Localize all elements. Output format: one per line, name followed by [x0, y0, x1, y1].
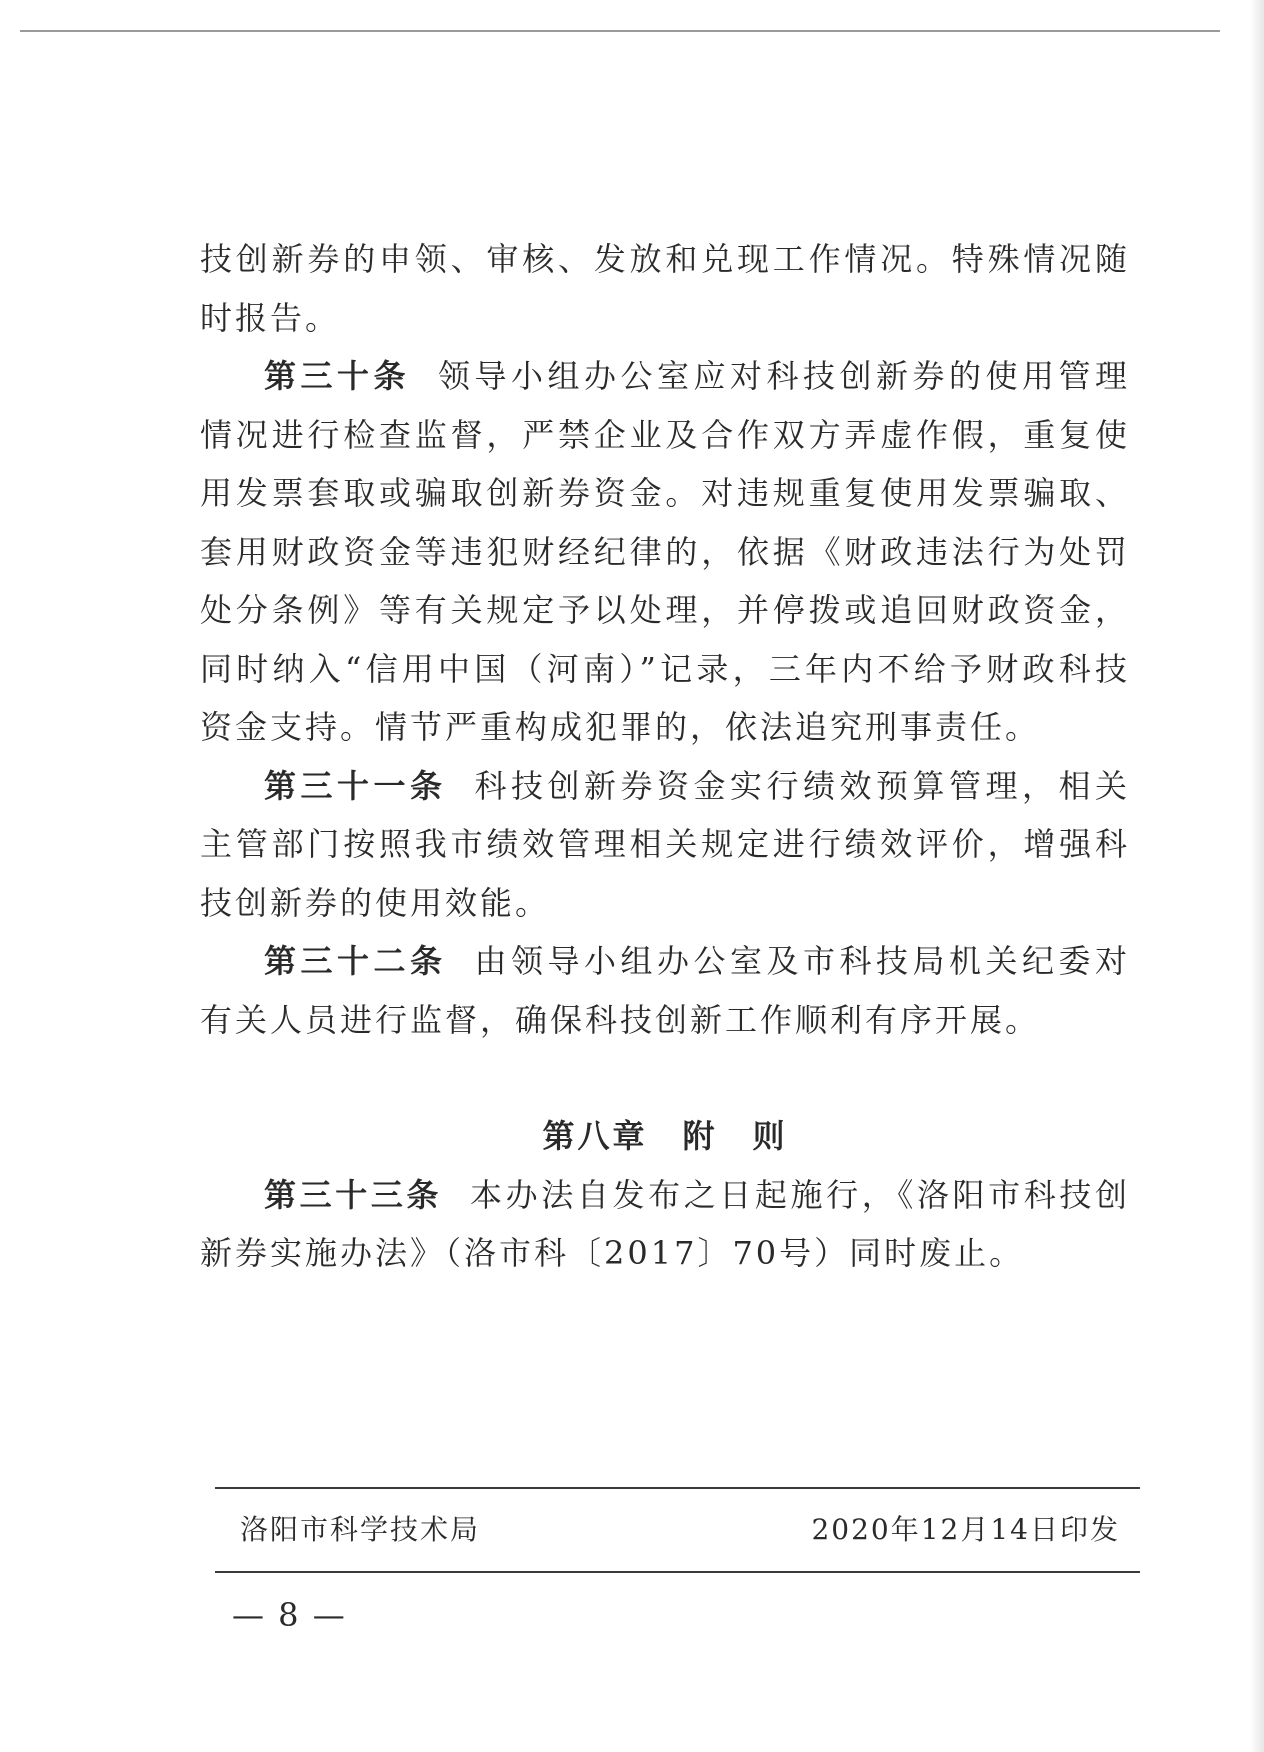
chapter-heading: 第八章 附 则 — [542, 1117, 788, 1155]
issuer-name: 洛阳市科学技术局 — [240, 1513, 481, 1546]
page-number: — 8 — — [232, 1596, 347, 1634]
article-33-text: 本办法自发布之日起施行，《洛阳市科技创新券实施办法》（洛市科〔2017〕70号）同时废止。 — [200, 1175, 1130, 1272]
article-32-number: 第三十二条 — [264, 942, 447, 980]
imprint-rule-bottom — [215, 1571, 1140, 1573]
article-31-text: 科技创新券资金实行绩效预算管理，相关主管部门按照我市绩效管理相关规定进行绩效评价，增强科技创新券的使用效能。 — [200, 766, 1130, 922]
article-30 — [200, 347, 1130, 757]
article-33 — [200, 1166, 1130, 1283]
scan-edge-shadow — [1250, 0, 1264, 1752]
article-30-text: 领导小组办公室应对科技创新券的使用管理情况进行检查监督，严禁企业及合作双方弄虚作假，重复使用发票套取或骗取创新券资金。对违规重复使用发票骗取、套用财政资金等违犯财经纪律的，依据《财政违法行为处罚处分条例》等有关规定予以处理，并停拨或追回财政资金，同时纳入“信用中国（河南）”记录，三年内不给予财政科技资金支持。情节严重构成犯罪的，依法追究刑事责任。 — [200, 357, 1130, 746]
article-32 — [200, 932, 1130, 1049]
paragraph-continued: 技创新券的申领、审核、发放和兑现工作情况。特殊情况随时报告。 — [200, 240, 1130, 337]
scan-border-line — [20, 30, 1220, 32]
issue-date: 2020年12月14日印发 — [811, 1513, 1120, 1546]
imprint-rule-top — [215, 1487, 1140, 1489]
article-31-number: 第三十一条 — [264, 766, 447, 805]
article-32-text: 由领导小组办公室及市科技局机关纪委对有关人员进行监督，确保科技创新工作顺利有序开展。 — [200, 942, 1130, 1039]
chapter-spacer — [200, 1049, 1130, 1107]
article-33-number: 第三十三条 — [264, 1175, 443, 1214]
article-31 — [200, 757, 1130, 933]
document-body — [200, 230, 1130, 1283]
article-30-number: 第三十条 — [264, 357, 410, 395]
